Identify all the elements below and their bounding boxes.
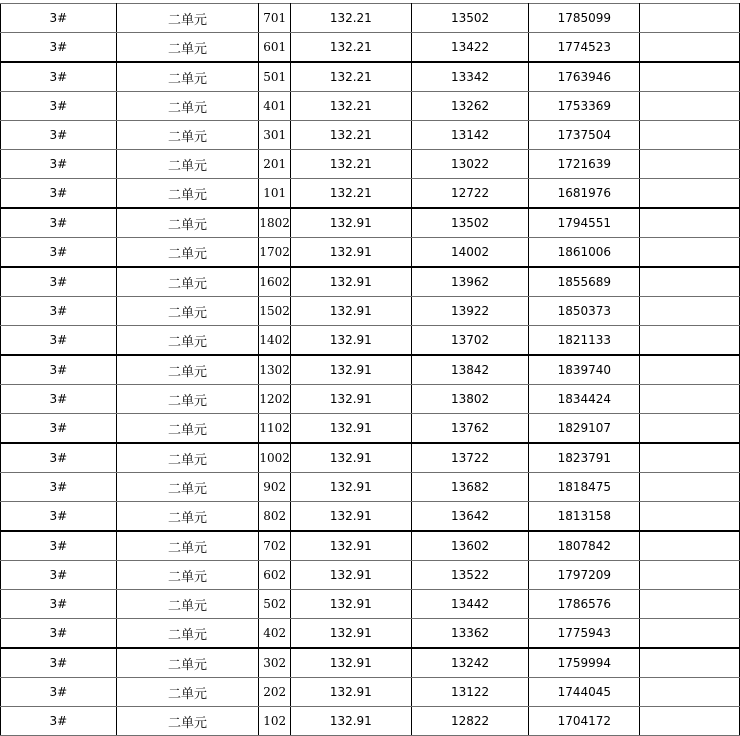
table-row [1, 267, 740, 297]
cell-blank [640, 92, 740, 121]
cell-unit-price: 13262 [411, 92, 529, 121]
cell-unit: 二单元 [116, 326, 259, 356]
cell-area: 132.91 [290, 267, 411, 297]
cell-building: 3# [1, 208, 117, 238]
cell-building: 3# [1, 561, 117, 590]
cell-unit-price: 12822 [411, 707, 529, 736]
cell-room: 701 [259, 4, 291, 33]
cell-unit-price: 13722 [411, 443, 529, 473]
cell-unit: 二单元 [116, 590, 259, 619]
table-row [1, 443, 740, 473]
cell-area: 132.91 [290, 355, 411, 385]
cell-unit-price: 12722 [411, 179, 529, 209]
cell-blank [640, 619, 740, 649]
cell-area: 132.91 [290, 707, 411, 736]
cell-unit: 二单元 [116, 297, 259, 326]
table-row [1, 561, 740, 590]
cell-unit-price: 13422 [411, 33, 529, 63]
cell-room: 1202 [259, 385, 291, 414]
cell-total-price: 1774523 [529, 33, 640, 63]
cell-area: 132.91 [290, 414, 411, 444]
cell-blank [640, 561, 740, 590]
cell-unit-price: 13842 [411, 355, 529, 385]
cell-unit-price: 13122 [411, 678, 529, 707]
cell-blank [640, 4, 740, 33]
cell-unit-price: 13142 [411, 121, 529, 150]
cell-blank [640, 707, 740, 736]
cell-unit-price: 13022 [411, 150, 529, 179]
cell-blank [640, 208, 740, 238]
cell-unit: 二单元 [116, 33, 259, 63]
cell-room: 1502 [259, 297, 291, 326]
cell-total-price: 1721639 [529, 150, 640, 179]
cell-total-price: 1861006 [529, 238, 640, 268]
cell-unit: 二单元 [116, 355, 259, 385]
table-row [1, 473, 740, 502]
cell-unit: 二单元 [116, 648, 259, 678]
cell-room: 601 [259, 33, 291, 63]
cell-building: 3# [1, 62, 117, 92]
table-row [1, 326, 740, 356]
cell-room: 1802 [259, 208, 291, 238]
cell-blank [640, 590, 740, 619]
cell-unit: 二单元 [116, 150, 259, 179]
cell-unit: 二单元 [116, 62, 259, 92]
cell-blank [640, 62, 740, 92]
cell-building: 3# [1, 150, 117, 179]
cell-building: 3# [1, 297, 117, 326]
cell-blank [640, 648, 740, 678]
cell-building: 3# [1, 121, 117, 150]
cell-unit: 二单元 [116, 208, 259, 238]
cell-unit: 二单元 [116, 473, 259, 502]
cell-building: 3# [1, 414, 117, 444]
cell-unit-price: 13702 [411, 326, 529, 356]
cell-room: 401 [259, 92, 291, 121]
table-row [1, 92, 740, 121]
cell-room: 301 [259, 121, 291, 150]
cell-unit: 二单元 [116, 531, 259, 561]
cell-building: 3# [1, 33, 117, 63]
cell-blank [640, 179, 740, 209]
cell-unit: 二单元 [116, 502, 259, 532]
cell-room: 501 [259, 62, 291, 92]
cell-building: 3# [1, 590, 117, 619]
cell-area: 132.21 [290, 121, 411, 150]
cell-blank [640, 414, 740, 444]
cell-total-price: 1763946 [529, 62, 640, 92]
cell-total-price: 1681976 [529, 179, 640, 209]
cell-unit: 二单元 [116, 443, 259, 473]
cell-building: 3# [1, 619, 117, 649]
cell-total-price: 1839740 [529, 355, 640, 385]
cell-room: 1702 [259, 238, 291, 268]
cell-unit: 二单元 [116, 414, 259, 444]
cell-building: 3# [1, 4, 117, 33]
cell-building: 3# [1, 443, 117, 473]
cell-blank [640, 385, 740, 414]
table-row [1, 238, 740, 268]
cell-unit-price: 13362 [411, 619, 529, 649]
cell-total-price: 1797209 [529, 561, 640, 590]
cell-room: 602 [259, 561, 291, 590]
cell-building: 3# [1, 648, 117, 678]
cell-blank [640, 150, 740, 179]
cell-total-price: 1704172 [529, 707, 640, 736]
cell-building: 3# [1, 385, 117, 414]
cell-building: 3# [1, 502, 117, 532]
cell-building: 3# [1, 92, 117, 121]
cell-room: 1602 [259, 267, 291, 297]
cell-room: 202 [259, 678, 291, 707]
table-row [1, 150, 740, 179]
cell-blank [640, 33, 740, 63]
cell-building: 3# [1, 355, 117, 385]
table-row [1, 385, 740, 414]
cell-blank [640, 473, 740, 502]
cell-blank [640, 355, 740, 385]
cell-total-price: 1807842 [529, 531, 640, 561]
cell-area: 132.91 [290, 590, 411, 619]
cell-room: 402 [259, 619, 291, 649]
cell-blank [640, 502, 740, 532]
cell-room: 702 [259, 531, 291, 561]
cell-unit-price: 13242 [411, 648, 529, 678]
cell-building: 3# [1, 707, 117, 736]
cell-area: 132.21 [290, 92, 411, 121]
cell-total-price: 1818475 [529, 473, 640, 502]
cell-unit-price: 13762 [411, 414, 529, 444]
cell-area: 132.91 [290, 326, 411, 356]
cell-room: 1102 [259, 414, 291, 444]
cell-unit-price: 13802 [411, 385, 529, 414]
cell-unit: 二单元 [116, 238, 259, 268]
cell-total-price: 1775943 [529, 619, 640, 649]
table-row [1, 297, 740, 326]
cell-total-price: 1850373 [529, 297, 640, 326]
cell-total-price: 1753369 [529, 92, 640, 121]
cell-blank [640, 443, 740, 473]
table-row [1, 4, 740, 33]
cell-blank [640, 121, 740, 150]
cell-blank [640, 238, 740, 268]
cell-unit-price: 13502 [411, 4, 529, 33]
cell-unit-price: 13922 [411, 297, 529, 326]
cell-unit-price: 13682 [411, 473, 529, 502]
table-row [1, 502, 740, 532]
cell-area: 132.21 [290, 150, 411, 179]
cell-total-price: 1794551 [529, 208, 640, 238]
cell-area: 132.21 [290, 62, 411, 92]
cell-building: 3# [1, 326, 117, 356]
cell-blank [640, 297, 740, 326]
cell-total-price: 1834424 [529, 385, 640, 414]
table-row [1, 531, 740, 561]
cell-unit-price: 13442 [411, 590, 529, 619]
cell-unit: 二单元 [116, 385, 259, 414]
cell-total-price: 1855689 [529, 267, 640, 297]
cell-area: 132.91 [290, 238, 411, 268]
cell-blank [640, 267, 740, 297]
cell-room: 1302 [259, 355, 291, 385]
cell-blank [640, 531, 740, 561]
cell-unit: 二单元 [116, 179, 259, 209]
cell-unit-price: 13602 [411, 531, 529, 561]
table-row [1, 590, 740, 619]
cell-unit: 二单元 [116, 267, 259, 297]
cell-unit: 二单元 [116, 678, 259, 707]
cell-room: 1402 [259, 326, 291, 356]
cell-total-price: 1759994 [529, 648, 640, 678]
cell-total-price: 1829107 [529, 414, 640, 444]
table-row [1, 648, 740, 678]
cell-area: 132.21 [290, 4, 411, 33]
cell-room: 101 [259, 179, 291, 209]
cell-blank [640, 326, 740, 356]
table-row [1, 707, 740, 736]
cell-room: 1002 [259, 443, 291, 473]
table-row [1, 678, 740, 707]
cell-area: 132.91 [290, 208, 411, 238]
cell-blank [640, 678, 740, 707]
cell-room: 902 [259, 473, 291, 502]
cell-building: 3# [1, 678, 117, 707]
cell-area: 132.91 [290, 531, 411, 561]
cell-unit-price: 13522 [411, 561, 529, 590]
cell-total-price: 1813158 [529, 502, 640, 532]
cell-area: 132.91 [290, 443, 411, 473]
cell-unit: 二单元 [116, 707, 259, 736]
cell-unit: 二单元 [116, 4, 259, 33]
cell-room: 201 [259, 150, 291, 179]
cell-area: 132.91 [290, 385, 411, 414]
price-table [0, 3, 740, 736]
cell-unit-price: 13342 [411, 62, 529, 92]
cell-area: 132.21 [290, 33, 411, 63]
cell-total-price: 1823791 [529, 443, 640, 473]
cell-total-price: 1821133 [529, 326, 640, 356]
table-row [1, 208, 740, 238]
cell-unit: 二单元 [116, 92, 259, 121]
table-row [1, 414, 740, 444]
cell-total-price: 1785099 [529, 4, 640, 33]
cell-area: 132.91 [290, 678, 411, 707]
cell-building: 3# [1, 238, 117, 268]
table-row [1, 355, 740, 385]
cell-total-price: 1737504 [529, 121, 640, 150]
cell-building: 3# [1, 473, 117, 502]
cell-area: 132.21 [290, 179, 411, 209]
cell-area: 132.91 [290, 502, 411, 532]
cell-unit-price: 13962 [411, 267, 529, 297]
table-row [1, 33, 740, 63]
cell-building: 3# [1, 179, 117, 209]
table-body [1, 4, 740, 736]
cell-unit-price: 14002 [411, 238, 529, 268]
table-row [1, 179, 740, 209]
cell-total-price: 1744045 [529, 678, 640, 707]
table-row [1, 121, 740, 150]
cell-area: 132.91 [290, 619, 411, 649]
cell-unit-price: 13502 [411, 208, 529, 238]
cell-unit: 二单元 [116, 619, 259, 649]
cell-building: 3# [1, 267, 117, 297]
cell-room: 102 [259, 707, 291, 736]
table-row [1, 62, 740, 92]
cell-unit: 二单元 [116, 561, 259, 590]
table-row [1, 619, 740, 649]
cell-total-price: 1786576 [529, 590, 640, 619]
cell-building: 3# [1, 531, 117, 561]
cell-room: 502 [259, 590, 291, 619]
cell-room: 302 [259, 648, 291, 678]
cell-area: 132.91 [290, 648, 411, 678]
cell-room: 802 [259, 502, 291, 532]
cell-area: 132.91 [290, 297, 411, 326]
cell-unit: 二单元 [116, 121, 259, 150]
cell-area: 132.91 [290, 473, 411, 502]
cell-area: 132.91 [290, 561, 411, 590]
cell-unit-price: 13642 [411, 502, 529, 532]
